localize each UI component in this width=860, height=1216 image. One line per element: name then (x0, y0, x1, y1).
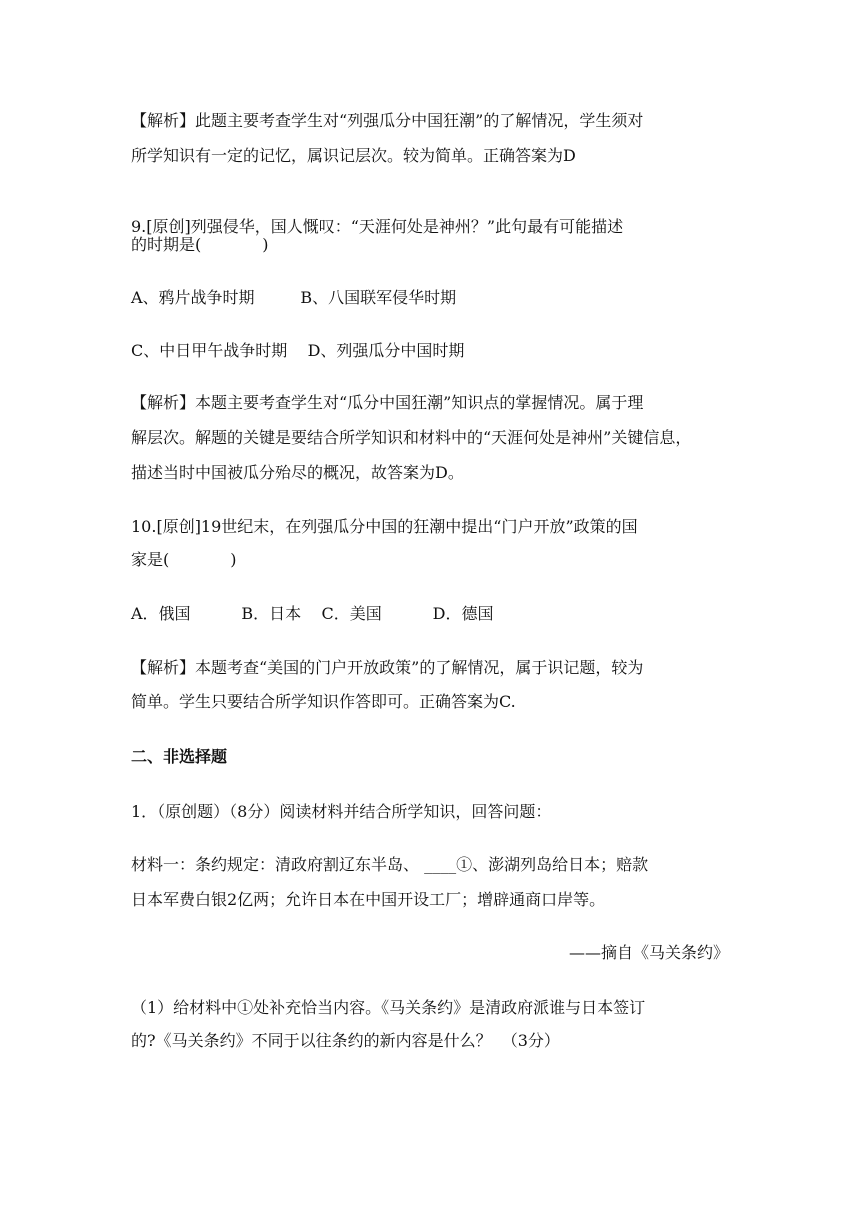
material-1-source: ——摘自《马关条约》 (568, 943, 729, 962)
analysis-10-line-1: 【解析】本题考查“美国的门户开放政策”的了解情况，属于识记题，较为 (131, 658, 644, 677)
question-9-line-2: 的时期是( ) (131, 235, 269, 254)
material-1-line-1: 材料一：条约规定：清政府割辽东半岛、 ____①、澎湖列岛给日本；赔款 (131, 855, 649, 874)
question-9-options-ab: A、鸦片战争时期 B、八国联军侵华时期 (131, 288, 457, 307)
question-10-line-2: 家是( ) (131, 550, 237, 569)
question-1-prompt: 1．（原创题）（8分）阅读材料并结合所学知识，回答问题： (131, 802, 552, 821)
section-heading-non-choice: 二、非选择题 (131, 747, 228, 766)
subquestion-1-line-1: （1）给材料中①处补充恰当内容。《马关条约》是清政府派谁与日本签订 (131, 998, 646, 1017)
question-9-options-cd: C、中日甲午战争时期 D、列强瓜分中国时期 (131, 341, 465, 360)
material-1-line-2: 日本军费白银2亿两；允许日本在中国开设工厂；增辟通商口岸等。 (131, 890, 606, 909)
subquestion-1-line-2: 的?《马关条约》不同于以往条约的新内容是什么？ （3分） (131, 1031, 560, 1050)
analysis-8-line-1: 【解析】此题主要考查学生对“列强瓜分中国狂潮”的了解情况，学生须对 (131, 111, 644, 130)
analysis-9-line-1: 【解析】本题主要考查学生对“瓜分中国狂潮”知识点的掌握情况。属于理 (131, 393, 644, 412)
analysis-9-line-3: 描述当时中国被瓜分殆尽的概况，故答案为D。 (131, 463, 464, 482)
analysis-9-line-2: 解层次。解题的关键是要结合所学知识和材料中的“天涯何处是神州”关键信息， (131, 428, 692, 447)
analysis-8-line-2: 所学知识有一定的记忆，属识记层次。较为简单。正确答案为D (131, 146, 576, 165)
question-10-options: A．俄国 B．日本 C．美国 D．德国 (131, 604, 494, 623)
question-9-line-1: 9.[原创]列强侵华，国人慨叹：“天涯何处是神州？”此句最有可能描述 (131, 217, 624, 236)
question-10-line-1: 10.[原创]19世纪末，在列强瓜分中国的狂潮中提出“门户开放”政策的国 (131, 517, 638, 536)
analysis-10-line-2: 简单。学生只要结合所学知识作答即可。正确答案为C. (131, 692, 516, 711)
